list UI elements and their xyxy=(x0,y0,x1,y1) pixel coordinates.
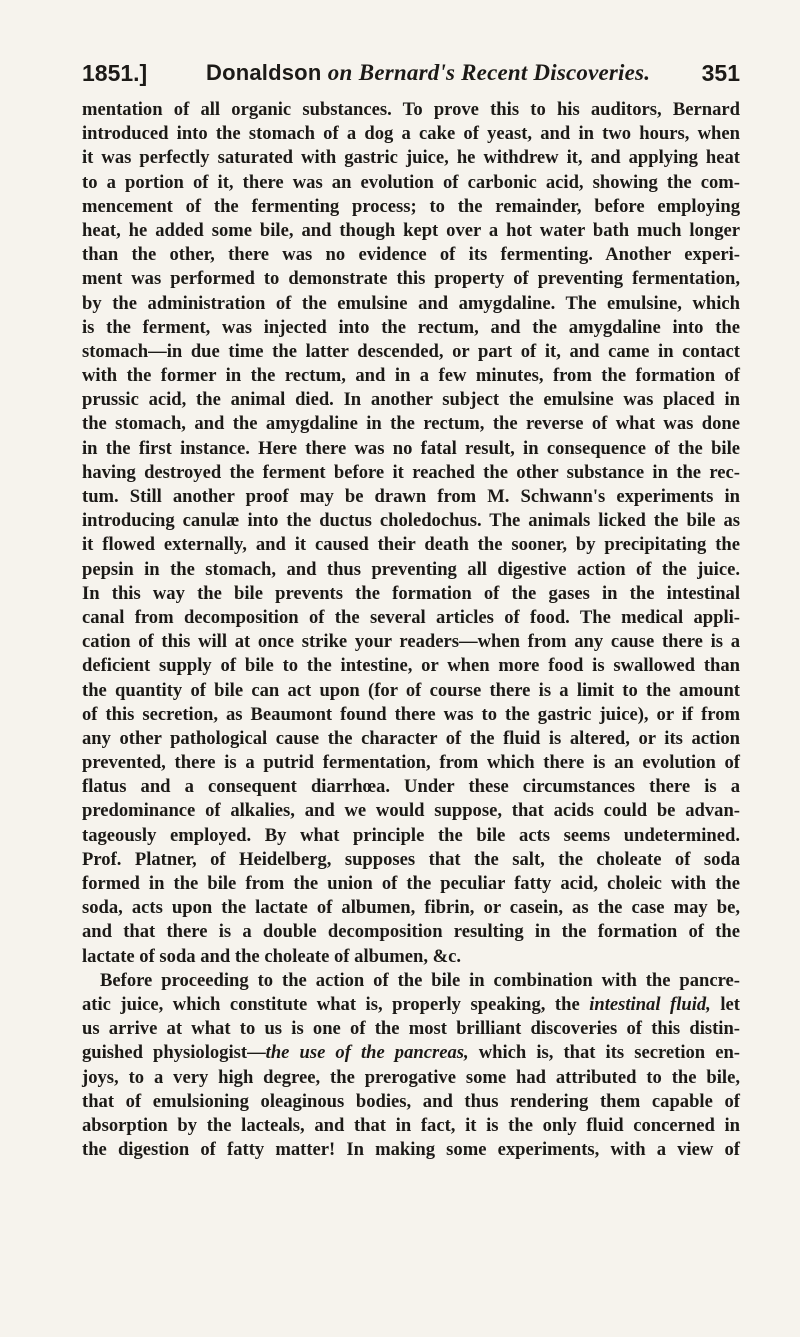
text-line: it flowed externally, and it caused their death the sooner, by precipitating the xyxy=(82,534,740,556)
text-line: and that there is a double decomposition resulting in the formation of the xyxy=(82,921,740,943)
text-line: ment was performed to demonstrate this property of preventing fermentation, xyxy=(82,268,740,290)
text-line: soda, acts upon the lactate of albumen, fibrin, or casein, as the case may be, xyxy=(82,897,740,919)
text-line: pepsin in the stomach, and thus preventing all digestive action of the juice. xyxy=(82,558,740,580)
text-line: than the other, there was no evidence of its fermenting. Another experi- xyxy=(82,244,740,266)
paragraph-2 xyxy=(82,969,740,1163)
text-line: predominance of alkalies, and we would suppose, that acids could be advan- xyxy=(82,800,740,822)
text-line: of this secretion, as Beaumont found there was to the gastric juice), or if from xyxy=(82,703,740,725)
text-line: Prof. Platner, of Heidelberg, supposes that the salt, the choleate of soda xyxy=(82,848,740,870)
text-run: guished physiologist— xyxy=(82,1042,266,1064)
text-line: it was perfectly saturated with gastric juice, he withdrew it, and applying heat xyxy=(82,147,740,169)
paragraph-1 xyxy=(82,98,740,969)
text-line: flatus and a consequent diarrhœa. Under these circumstances there is a xyxy=(82,776,740,798)
text-line: prevented, there is a putrid fermentation, from which there is an evolution of xyxy=(82,752,740,774)
text-line: introduced into the stomach of a dog a cake of yeast, and in two hours, when xyxy=(82,123,740,145)
text-line: the quantity of bile can act upon (for of course there is a limit to the amount xyxy=(82,679,740,701)
text-line: formed in the bile from the union of the peculiar fatty acid, choleic with the xyxy=(82,873,740,894)
running-head xyxy=(82,60,740,94)
body-text xyxy=(82,98,740,1162)
text-line: any other pathological cause the character of the fluid is altered, or its action xyxy=(82,727,740,749)
text-line: having destroyed the ferment before it reached the other substance in the rec- xyxy=(82,461,740,483)
text-line: tageously employed. By what principle the bile acts seems undetermined. xyxy=(82,824,740,846)
text-line: canal from decomposition of the several articles of food. The medical appli- xyxy=(82,606,740,628)
text-line: stomach—in due time the latter descended, or part of it, and came in contact xyxy=(82,340,740,362)
text-line: heat, he added some bile, and though kept over a hot water bath much longer xyxy=(82,219,740,241)
text-run: which is, that its secretion en- xyxy=(478,1042,740,1064)
text-line: introducing canulæ into the ductus choledochus. The animals licked the bile as xyxy=(82,510,740,532)
text-line: us arrive at what to us is one of the most brilliant discoveries of this distin- xyxy=(82,1018,740,1040)
text-line: to a portion of it, there was an evolution of carbonic acid, showing the com- xyxy=(82,171,740,193)
text-line: is the ferment, was injected into the rectum, and the amygdaline into the xyxy=(82,316,740,338)
text-line: mencement of the fermenting process; to the remainder, before employing xyxy=(82,195,740,217)
text-line xyxy=(82,993,740,1017)
header-author: Donaldson xyxy=(206,60,322,85)
header-on: on xyxy=(327,60,353,85)
emphasis: the use of the pancreas, xyxy=(265,1042,469,1064)
text-line: tum. Still another proof may be drawn from M. Schwann's experiments in xyxy=(82,486,740,507)
emphasis: intestinal fluid, xyxy=(589,993,711,1015)
text-line: joys, to a very high degree, the prerogative some had attributed to the bile, xyxy=(82,1066,740,1088)
text-line: the stomach, and the amygdaline in the rectum, the reverse of what was done xyxy=(82,413,740,435)
text-run: atic juice, which constitute what is, properly speaking, the xyxy=(82,993,580,1015)
text-line: mentation of all organic substances. To prove this to his auditors, Bernard xyxy=(82,99,740,120)
text-line: absorption by the lacteals, and that in fact, it is the only fluid concerned in xyxy=(82,1114,740,1136)
text-line: deficient supply of bile to the intestine, or when more food is swallowed than xyxy=(82,655,740,677)
text-line: prussic acid, the animal died. In another subject the emulsine was placed in xyxy=(82,389,740,411)
header-title xyxy=(206,60,650,86)
page-number: 351 xyxy=(701,60,740,86)
text-line xyxy=(82,1041,740,1065)
text-line: cation of this will at once strike your readers—when from any cause there is a xyxy=(82,631,740,653)
text-line: lactate of soda and the choleate of albumen, &c. xyxy=(82,945,462,967)
text-run: let xyxy=(720,993,740,1015)
text-line: with the former in the rectum, and in a few minutes, from the formation of xyxy=(82,365,740,387)
text-line: that of emulsioning oleaginous bodies, and thus rendering them capable of xyxy=(82,1090,740,1112)
text-line: the digestion of fatty matter! In making some experiments, with a view of xyxy=(82,1139,740,1161)
text-line: in the first instance. Here there was no fatal result, in consequence of the bile xyxy=(82,437,740,459)
text-line: In this way the bile prevents the formation of the gases in the intestinal xyxy=(82,582,740,604)
text-line: by the administration of the emulsine and amygdaline. The emulsine, which xyxy=(82,292,740,314)
header-year: 1851.] xyxy=(82,60,148,86)
header-title-italic: Bernard's Recent Discoveries. xyxy=(358,60,651,85)
text-line: Before proceeding to the action of the bile in combination with the pancre- xyxy=(100,969,740,991)
